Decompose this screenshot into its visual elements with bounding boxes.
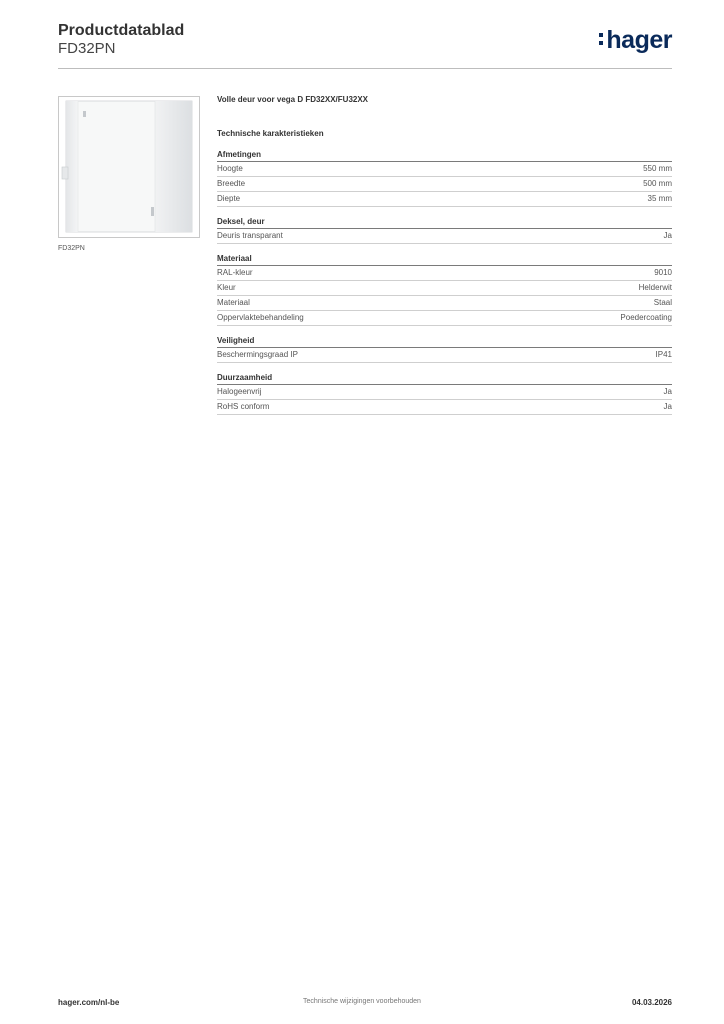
- section-title-deksel-deur: Deksel, deur: [217, 217, 265, 226]
- section-title-afmetingen: Afmetingen: [217, 150, 261, 159]
- spec-value: Staal: [653, 298, 672, 307]
- section-title-duurzaamheid: Duurzaamheid: [217, 373, 273, 382]
- logo-dots-icon: [599, 32, 603, 47]
- spec-row: [217, 311, 672, 326]
- spec-content: [217, 95, 672, 415]
- spec-label: Diepte: [217, 194, 241, 203]
- page-title: Productdatablad: [58, 22, 185, 39]
- spec-row: [217, 266, 672, 281]
- product-code: FD32PN: [58, 40, 116, 57]
- spec-value: 35 mm: [647, 194, 672, 203]
- hager-logo: [599, 28, 672, 53]
- spec-value: 500 mm: [643, 179, 672, 188]
- section-rows-deksel-deur: [217, 228, 672, 244]
- image-caption: FD32PN: [58, 245, 85, 252]
- spec-row: [217, 192, 672, 207]
- spec-value: 550 mm: [643, 164, 672, 173]
- section-rows-veiligheid: [217, 347, 672, 363]
- product-description: Volle deur voor vega D FD32XX/FU32XX: [217, 95, 369, 104]
- spec-row: [217, 296, 672, 311]
- section-rows-duurzaamheid: [217, 384, 672, 415]
- spec-value: Helderwit: [638, 283, 672, 292]
- section-title-materiaal: Materiaal: [217, 254, 252, 263]
- spec-row: [217, 177, 672, 192]
- spec-row: [217, 385, 672, 400]
- header-divider: [58, 68, 672, 69]
- spec-value: IP41: [655, 350, 672, 359]
- spec-row: [217, 162, 672, 177]
- spec-label: Beschermingsgraad IP: [217, 350, 298, 359]
- spec-label: Kleur: [217, 283, 236, 292]
- spec-label: RoHS conform: [217, 402, 270, 411]
- spec-label: Breedte: [217, 179, 246, 188]
- spec-label: Halogeenvrij: [217, 387, 262, 396]
- section-title-veiligheid: Veiligheid: [217, 336, 255, 345]
- spec-label: RAL-kleur: [217, 268, 253, 277]
- spec-row: [217, 400, 672, 415]
- spec-label: Deuris transparant: [217, 231, 283, 240]
- door-panel-icon: [59, 97, 199, 237]
- specs-title: Technische karakteristieken: [217, 129, 324, 138]
- spec-row: [217, 348, 672, 363]
- footer-date: 04.03.2026: [631, 998, 672, 1007]
- spec-value: Ja: [663, 231, 672, 240]
- spec-value: 9010: [654, 268, 672, 277]
- spec-row: [217, 281, 672, 296]
- spec-row: [217, 229, 672, 244]
- spec-value: Poedercoating: [620, 313, 672, 322]
- spec-value: Ja: [663, 387, 672, 396]
- section-rows-afmetingen: [217, 161, 672, 207]
- footer-notice: Technische wijzigingen voorbehouden: [303, 998, 421, 1005]
- logo-text: hager: [606, 26, 672, 54]
- spec-value: Ja: [663, 402, 672, 411]
- spec-label: Hoogte: [217, 164, 243, 173]
- footer-website-link[interactable]: hager.com/nl-be: [58, 998, 120, 1007]
- spec-label: Oppervlaktebehandeling: [217, 313, 304, 322]
- section-rows-materiaal: [217, 265, 672, 326]
- spec-label: Materiaal: [217, 298, 250, 307]
- product-image: [58, 96, 200, 238]
